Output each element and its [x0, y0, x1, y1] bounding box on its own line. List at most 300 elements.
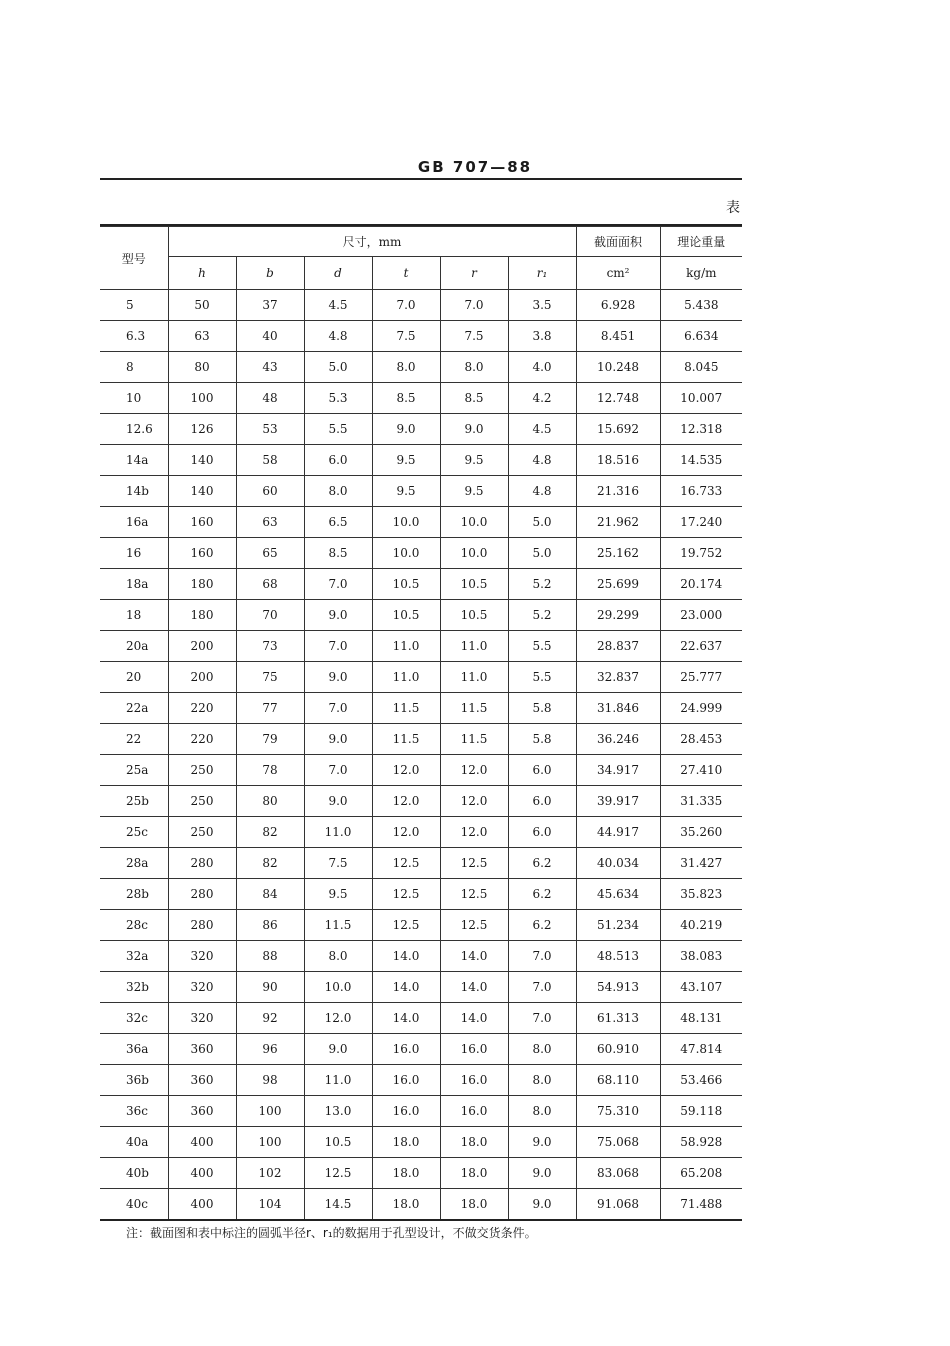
cell-area: 25.162	[576, 538, 660, 569]
table-row	[100, 941, 742, 972]
cell-r: 18.0	[440, 1127, 508, 1158]
cell-t: 8.0	[372, 352, 440, 383]
cell-weight: 25.777	[660, 662, 742, 693]
header-dim-r: r	[440, 257, 508, 290]
cell-d: 11.5	[304, 910, 372, 941]
cell-b: 88	[236, 941, 304, 972]
cell-h: 80	[168, 352, 236, 383]
cell-t: 18.0	[372, 1127, 440, 1158]
table-row	[100, 352, 742, 383]
cell-r1: 7.0	[508, 941, 576, 972]
cell-r1: 9.0	[508, 1189, 576, 1220]
cell-t: 10.5	[372, 569, 440, 600]
cell-h: 280	[168, 910, 236, 941]
cell-t: 14.0	[372, 941, 440, 972]
cell-r1: 6.0	[508, 755, 576, 786]
table-row	[100, 724, 742, 755]
header-dim-b: b	[236, 257, 304, 290]
cell-h: 180	[168, 600, 236, 631]
cell-b: 79	[236, 724, 304, 755]
cell-b: 82	[236, 848, 304, 879]
cell-r1: 6.2	[508, 910, 576, 941]
cell-t: 16.0	[372, 1096, 440, 1127]
cell-b: 92	[236, 1003, 304, 1034]
cell-model: 20a	[100, 631, 168, 662]
cell-h: 320	[168, 941, 236, 972]
cell-r: 14.0	[440, 941, 508, 972]
cell-r: 10.5	[440, 569, 508, 600]
cell-weight: 38.083	[660, 941, 742, 972]
cell-weight: 14.535	[660, 445, 742, 476]
cell-b: 68	[236, 569, 304, 600]
cell-r1: 3.8	[508, 321, 576, 352]
cell-weight: 65.208	[660, 1158, 742, 1189]
cell-model: 16	[100, 538, 168, 569]
document-header: GB 707—88	[417, 158, 533, 176]
cell-r1: 9.0	[508, 1127, 576, 1158]
table-row	[100, 321, 742, 352]
cell-weight: 17.240	[660, 507, 742, 538]
cell-area: 75.068	[576, 1127, 660, 1158]
cell-r1: 4.0	[508, 352, 576, 383]
table-row	[100, 631, 742, 662]
cell-h: 180	[168, 569, 236, 600]
cell-t: 10.0	[372, 538, 440, 569]
cell-r1: 6.0	[508, 786, 576, 817]
cell-r: 14.0	[440, 1003, 508, 1034]
cell-weight: 48.131	[660, 1003, 742, 1034]
cell-h: 220	[168, 724, 236, 755]
cell-r: 12.0	[440, 755, 508, 786]
cell-area: 48.513	[576, 941, 660, 972]
cell-area: 12.748	[576, 383, 660, 414]
cell-t: 9.5	[372, 445, 440, 476]
cell-h: 140	[168, 476, 236, 507]
cell-weight: 53.466	[660, 1065, 742, 1096]
cell-h: 280	[168, 848, 236, 879]
cell-b: 78	[236, 755, 304, 786]
cell-d: 12.0	[304, 1003, 372, 1034]
cell-t: 9.5	[372, 476, 440, 507]
cell-area: 21.316	[576, 476, 660, 507]
cell-weight: 31.427	[660, 848, 742, 879]
header-dim-d: d	[304, 257, 372, 290]
table-row	[100, 445, 742, 476]
cell-b: 84	[236, 879, 304, 910]
cell-h: 160	[168, 538, 236, 569]
cell-model: 32a	[100, 941, 168, 972]
cell-model: 10	[100, 383, 168, 414]
cell-d: 7.0	[304, 631, 372, 662]
cell-weight: 16.733	[660, 476, 742, 507]
cell-h: 280	[168, 879, 236, 910]
table-row	[100, 476, 742, 507]
cell-h: 400	[168, 1127, 236, 1158]
cell-weight: 35.260	[660, 817, 742, 848]
cell-t: 12.0	[372, 786, 440, 817]
table-body	[100, 290, 742, 1220]
cell-r1: 5.0	[508, 507, 576, 538]
cell-r1: 8.0	[508, 1096, 576, 1127]
cell-r: 12.5	[440, 848, 508, 879]
cell-model: 18a	[100, 569, 168, 600]
header-area: 截面面积	[576, 227, 660, 257]
cell-b: 43	[236, 352, 304, 383]
cell-r: 18.0	[440, 1158, 508, 1189]
cell-model: 32b	[100, 972, 168, 1003]
cell-r: 10.5	[440, 600, 508, 631]
cell-b: 102	[236, 1158, 304, 1189]
cell-area: 32.837	[576, 662, 660, 693]
cell-h: 320	[168, 1003, 236, 1034]
cell-weight: 28.453	[660, 724, 742, 755]
cell-b: 40	[236, 321, 304, 352]
cell-area: 60.910	[576, 1034, 660, 1065]
cell-weight: 71.488	[660, 1189, 742, 1220]
cell-area: 61.313	[576, 1003, 660, 1034]
cell-area: 39.917	[576, 786, 660, 817]
cell-r1: 5.2	[508, 600, 576, 631]
cell-r: 12.5	[440, 910, 508, 941]
cell-t: 11.5	[372, 724, 440, 755]
table-row	[100, 693, 742, 724]
cell-r: 12.0	[440, 786, 508, 817]
cell-r: 16.0	[440, 1065, 508, 1096]
cell-d: 10.5	[304, 1127, 372, 1158]
cell-model: 36c	[100, 1096, 168, 1127]
cell-model: 14a	[100, 445, 168, 476]
cell-model: 18	[100, 600, 168, 631]
table-row	[100, 1096, 742, 1127]
cell-model: 36a	[100, 1034, 168, 1065]
table-row	[100, 383, 742, 414]
cell-d: 7.0	[304, 569, 372, 600]
table-row	[100, 848, 742, 879]
cell-t: 12.0	[372, 817, 440, 848]
cell-weight: 43.107	[660, 972, 742, 1003]
cell-d: 8.0	[304, 941, 372, 972]
cell-d: 9.0	[304, 662, 372, 693]
cell-r1: 3.5	[508, 290, 576, 321]
cell-t: 14.0	[372, 1003, 440, 1034]
cell-area: 68.110	[576, 1065, 660, 1096]
cell-h: 200	[168, 662, 236, 693]
cell-b: 100	[236, 1127, 304, 1158]
cell-weight: 12.318	[660, 414, 742, 445]
table-row	[100, 1127, 742, 1158]
cell-area: 21.962	[576, 507, 660, 538]
cell-r1: 8.0	[508, 1065, 576, 1096]
cell-r1: 4.2	[508, 383, 576, 414]
cell-weight: 23.000	[660, 600, 742, 631]
cell-r1: 5.2	[508, 569, 576, 600]
cell-t: 7.0	[372, 290, 440, 321]
cell-h: 100	[168, 383, 236, 414]
cell-r: 9.5	[440, 445, 508, 476]
cell-area: 51.234	[576, 910, 660, 941]
cell-weight: 59.118	[660, 1096, 742, 1127]
cell-t: 18.0	[372, 1158, 440, 1189]
header-dimensions-group: 尺寸，mm	[168, 227, 576, 257]
cell-b: 80	[236, 786, 304, 817]
cell-r: 8.5	[440, 383, 508, 414]
cell-r1: 5.5	[508, 662, 576, 693]
cell-b: 77	[236, 693, 304, 724]
cell-t: 10.0	[372, 507, 440, 538]
cell-model: 5	[100, 290, 168, 321]
header-area-unit: cm²	[576, 257, 660, 290]
cell-area: 75.310	[576, 1096, 660, 1127]
cell-d: 9.0	[304, 724, 372, 755]
table-row	[100, 1065, 742, 1096]
cell-model: 32c	[100, 1003, 168, 1034]
cell-r1: 5.8	[508, 693, 576, 724]
cell-h: 400	[168, 1158, 236, 1189]
cell-model: 16a	[100, 507, 168, 538]
cell-b: 65	[236, 538, 304, 569]
cell-r: 9.5	[440, 476, 508, 507]
cell-model: 20	[100, 662, 168, 693]
cell-model: 25a	[100, 755, 168, 786]
cell-r: 8.0	[440, 352, 508, 383]
cell-t: 8.5	[372, 383, 440, 414]
cell-d: 12.5	[304, 1158, 372, 1189]
cell-weight: 35.823	[660, 879, 742, 910]
cell-b: 73	[236, 631, 304, 662]
cell-area: 54.913	[576, 972, 660, 1003]
cell-r: 18.0	[440, 1189, 508, 1220]
cell-area: 25.699	[576, 569, 660, 600]
cell-b: 58	[236, 445, 304, 476]
cell-h: 126	[168, 414, 236, 445]
cell-weight: 31.335	[660, 786, 742, 817]
cell-r1: 7.0	[508, 972, 576, 1003]
cell-r1: 4.8	[508, 476, 576, 507]
table-row	[100, 817, 742, 848]
cell-t: 11.0	[372, 631, 440, 662]
cell-d: 14.5	[304, 1189, 372, 1220]
header-weight: 理论重量	[660, 227, 742, 257]
cell-d: 7.5	[304, 848, 372, 879]
cell-t: 11.0	[372, 662, 440, 693]
cell-h: 140	[168, 445, 236, 476]
table-row	[100, 507, 742, 538]
cell-model: 28c	[100, 910, 168, 941]
table-row	[100, 1158, 742, 1189]
cell-model: 12.6	[100, 414, 168, 445]
cell-d: 8.0	[304, 476, 372, 507]
cell-area: 29.299	[576, 600, 660, 631]
table-row	[100, 879, 742, 910]
cell-h: 250	[168, 786, 236, 817]
cell-d: 9.0	[304, 786, 372, 817]
cell-h: 50	[168, 290, 236, 321]
cell-d: 11.0	[304, 817, 372, 848]
cell-r: 16.0	[440, 1096, 508, 1127]
cell-r: 10.0	[440, 507, 508, 538]
cell-model: 22a	[100, 693, 168, 724]
table-row	[100, 290, 742, 321]
cell-area: 45.634	[576, 879, 660, 910]
table-row	[100, 755, 742, 786]
table-row	[100, 538, 742, 569]
cell-r: 7.0	[440, 290, 508, 321]
cell-weight: 8.045	[660, 352, 742, 383]
cell-t: 16.0	[372, 1065, 440, 1096]
cell-area: 91.068	[576, 1189, 660, 1220]
cell-t: 16.0	[372, 1034, 440, 1065]
cell-h: 360	[168, 1034, 236, 1065]
cell-r1: 8.0	[508, 1034, 576, 1065]
cell-area: 40.034	[576, 848, 660, 879]
cell-model: 36b	[100, 1065, 168, 1096]
table-row	[100, 662, 742, 693]
cell-d: 9.5	[304, 879, 372, 910]
table-row	[100, 786, 742, 817]
cell-r1: 4.5	[508, 414, 576, 445]
cell-b: 98	[236, 1065, 304, 1096]
cell-b: 100	[236, 1096, 304, 1127]
table-row	[100, 972, 742, 1003]
cell-area: 44.917	[576, 817, 660, 848]
cell-b: 53	[236, 414, 304, 445]
cell-b: 37	[236, 290, 304, 321]
table-row	[100, 600, 742, 631]
cell-t: 10.5	[372, 600, 440, 631]
cell-d: 6.0	[304, 445, 372, 476]
cell-r1: 6.2	[508, 879, 576, 910]
table-row	[100, 1034, 742, 1065]
cell-d: 4.8	[304, 321, 372, 352]
cell-r: 11.5	[440, 724, 508, 755]
cell-model: 8	[100, 352, 168, 383]
cell-h: 250	[168, 755, 236, 786]
cell-h: 63	[168, 321, 236, 352]
cell-d: 5.5	[304, 414, 372, 445]
cell-h: 220	[168, 693, 236, 724]
cell-model: 25b	[100, 786, 168, 817]
cell-weight: 58.928	[660, 1127, 742, 1158]
table-row	[100, 1189, 742, 1220]
cell-r: 12.5	[440, 879, 508, 910]
cell-weight: 22.637	[660, 631, 742, 662]
cell-b: 75	[236, 662, 304, 693]
cell-area: 6.928	[576, 290, 660, 321]
cell-model: 22	[100, 724, 168, 755]
cell-area: 31.846	[576, 693, 660, 724]
cell-d: 9.0	[304, 600, 372, 631]
cell-r1: 4.8	[508, 445, 576, 476]
cell-area: 34.917	[576, 755, 660, 786]
cell-d: 5.3	[304, 383, 372, 414]
cell-r: 11.0	[440, 631, 508, 662]
cell-r1: 9.0	[508, 1158, 576, 1189]
cell-r: 10.0	[440, 538, 508, 569]
cell-d: 7.0	[304, 755, 372, 786]
cell-weight: 6.634	[660, 321, 742, 352]
cell-d: 6.5	[304, 507, 372, 538]
cell-d: 4.5	[304, 290, 372, 321]
cell-weight: 24.999	[660, 693, 742, 724]
cell-area: 28.837	[576, 631, 660, 662]
header-dim-r1: r₁	[508, 257, 576, 290]
cell-r: 11.0	[440, 662, 508, 693]
cell-weight: 27.410	[660, 755, 742, 786]
cell-r: 9.0	[440, 414, 508, 445]
cell-weight: 40.219	[660, 910, 742, 941]
cell-h: 360	[168, 1096, 236, 1127]
cell-t: 12.5	[372, 879, 440, 910]
cell-h: 360	[168, 1065, 236, 1096]
cell-d: 10.0	[304, 972, 372, 1003]
cell-r1: 7.0	[508, 1003, 576, 1034]
cell-t: 12.0	[372, 755, 440, 786]
header-dim-t: t	[372, 257, 440, 290]
cell-model: 6.3	[100, 321, 168, 352]
cell-area: 18.516	[576, 445, 660, 476]
cell-r1: 6.0	[508, 817, 576, 848]
cell-model: 40a	[100, 1127, 168, 1158]
cell-b: 60	[236, 476, 304, 507]
cell-r: 16.0	[440, 1034, 508, 1065]
cell-h: 400	[168, 1189, 236, 1220]
section-dimensions-table	[100, 226, 742, 1221]
cell-area: 15.692	[576, 414, 660, 445]
cell-area: 8.451	[576, 321, 660, 352]
cell-h: 160	[168, 507, 236, 538]
cell-weight: 47.814	[660, 1034, 742, 1065]
cell-h: 320	[168, 972, 236, 1003]
cell-b: 90	[236, 972, 304, 1003]
cell-t: 12.5	[372, 848, 440, 879]
cell-h: 200	[168, 631, 236, 662]
cell-weight: 19.752	[660, 538, 742, 569]
cell-h: 250	[168, 817, 236, 848]
cell-model: 28a	[100, 848, 168, 879]
cell-area: 83.068	[576, 1158, 660, 1189]
cell-b: 63	[236, 507, 304, 538]
cell-d: 13.0	[304, 1096, 372, 1127]
cell-t: 9.0	[372, 414, 440, 445]
cell-model: 25c	[100, 817, 168, 848]
table-row	[100, 569, 742, 600]
header-rule	[100, 178, 742, 180]
cell-r: 14.0	[440, 972, 508, 1003]
cell-d: 7.0	[304, 693, 372, 724]
cell-t: 7.5	[372, 321, 440, 352]
cell-b: 70	[236, 600, 304, 631]
cell-b: 86	[236, 910, 304, 941]
cell-b: 96	[236, 1034, 304, 1065]
cell-r: 7.5	[440, 321, 508, 352]
header-model: 型号	[100, 227, 168, 290]
footnote: 注：截面图和表中标注的圆弧半径r、r₁的数据用于孔型设计，不做交货条件。	[126, 1226, 537, 1240]
cell-r: 12.0	[440, 817, 508, 848]
cell-weight: 5.438	[660, 290, 742, 321]
cell-b: 82	[236, 817, 304, 848]
header-weight-unit: kg/m	[660, 257, 742, 290]
cell-weight: 10.007	[660, 383, 742, 414]
cell-r: 11.5	[440, 693, 508, 724]
table-label: 表	[726, 200, 740, 216]
cell-b: 104	[236, 1189, 304, 1220]
cell-d: 9.0	[304, 1034, 372, 1065]
table-row	[100, 414, 742, 445]
cell-r1: 5.5	[508, 631, 576, 662]
cell-model: 40b	[100, 1158, 168, 1189]
cell-t: 18.0	[372, 1189, 440, 1220]
cell-d: 5.0	[304, 352, 372, 383]
